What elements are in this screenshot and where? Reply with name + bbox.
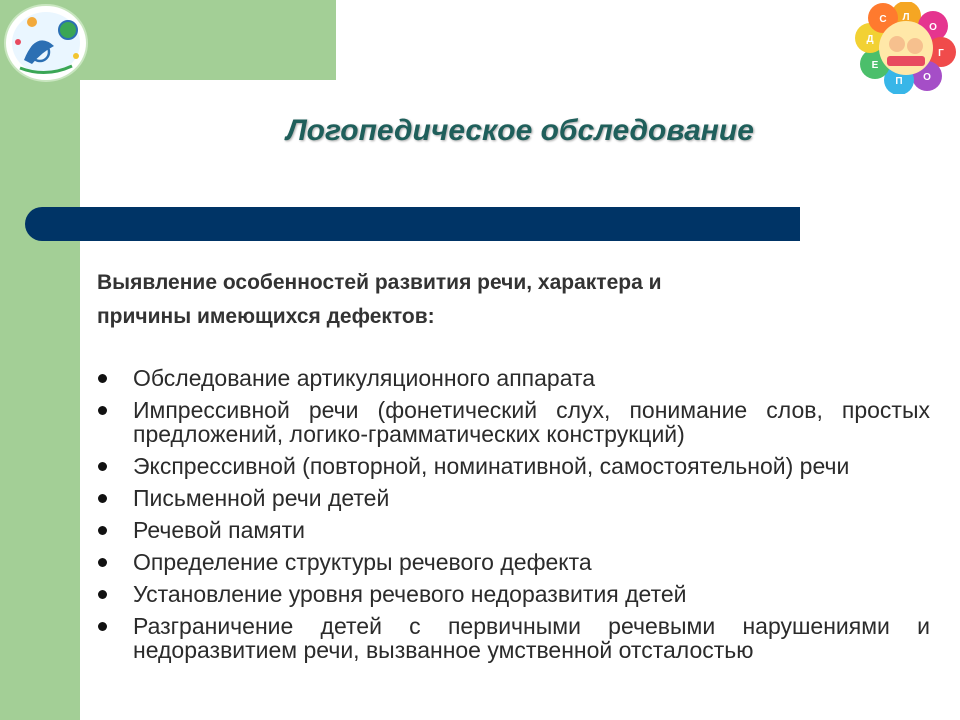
list-item-text: Определение структуры речевого дефекта: [133, 549, 592, 575]
list-item: [97, 614, 930, 662]
list-item-text: Речевой памяти: [133, 517, 306, 543]
intro-line: Выявление особенностей развития речи, характера и: [97, 271, 662, 294]
bullet-icon: [98, 494, 107, 503]
flower-letter: П: [895, 76, 903, 87]
bullet-icon: [98, 526, 107, 535]
slide-title: Логопедическое обследование: [286, 114, 754, 147]
bullet-icon: [98, 622, 107, 631]
intro-line: причины имеющихся дефектов:: [97, 305, 435, 328]
list-item-text: Письменной речи детей: [133, 485, 390, 511]
left-green-stripe: [0, 0, 80, 720]
list-item-text: Импрессивной речи (фонетический слух, понимание слов, простых предложений, логико-грамматических конструкций): [133, 397, 930, 447]
bullet-icon: [98, 558, 107, 567]
list-item: [97, 486, 930, 510]
flower-letter: О: [929, 22, 937, 33]
title-underline-bar: [25, 207, 800, 241]
list-item-text: Экспрессивной (повторной, номинативной, самостоятельной) речи: [133, 453, 850, 479]
flower-letter: Д: [866, 34, 874, 45]
list-item: [97, 398, 930, 446]
bullet-list: [97, 366, 930, 670]
list-item: [97, 518, 930, 542]
list-item: [97, 366, 930, 390]
bullet-icon: [98, 590, 107, 599]
list-item-text: Разграничение детей с первичными речевыми нарушениями и недоразвитием речи, вызванное умственной отсталостью: [133, 613, 930, 663]
bullet-icon: [98, 462, 107, 471]
list-item: [97, 550, 930, 574]
bullet-icon: [98, 374, 107, 383]
list-item-text: Обследование артикуляционного аппарата: [133, 365, 596, 391]
list-item: [97, 582, 930, 606]
flower-letter: Л: [902, 12, 910, 23]
list-item-text: Установление уровня речевого недоразвития детей: [133, 581, 687, 607]
school-logo-icon: [2, 2, 90, 84]
flower-letter: О: [923, 72, 931, 83]
bullet-icon: [98, 406, 107, 415]
list-item: [97, 454, 930, 478]
flower-letter: С: [879, 14, 887, 25]
flower-letter: Е: [871, 60, 879, 71]
flower-letter: Г: [938, 48, 944, 59]
flower-logo-icon: [855, 2, 957, 94]
intro-text: [97, 266, 917, 334]
